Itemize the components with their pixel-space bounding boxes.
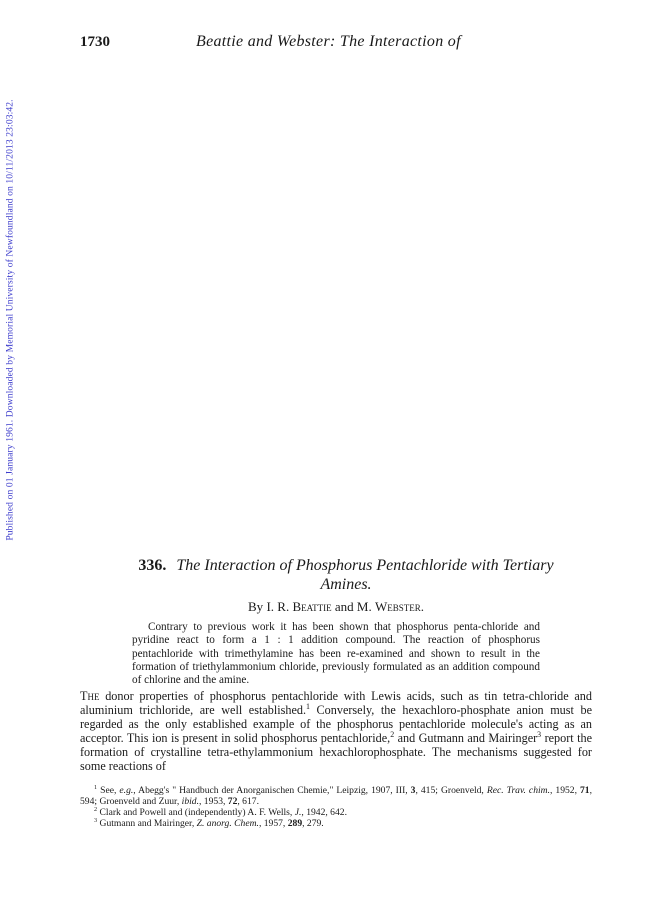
footnote-text: ibid. xyxy=(181,796,199,807)
footnote-text: J. xyxy=(294,807,302,818)
article-number: 336. xyxy=(138,557,167,574)
footnote-text: 289 xyxy=(287,818,303,829)
reference-mark-3: 3 xyxy=(537,729,542,739)
footnotes xyxy=(80,785,592,829)
footnote-2 xyxy=(80,807,592,818)
footnote-text: Clark and Powell and (independently) A. F. Wells, xyxy=(97,807,295,818)
footnote-text: , 1942, 642. xyxy=(301,807,347,818)
footnote-text: , 1957, xyxy=(258,818,288,829)
footnote-text: , 279. xyxy=(302,818,324,829)
running-head: Beattie and Webster: The Interaction of xyxy=(196,33,461,50)
footnote-text: e.g. xyxy=(119,785,134,796)
byline-by: By xyxy=(248,599,264,614)
footnote-text: , 415; Groenveld, xyxy=(415,785,487,796)
body-paragraph xyxy=(80,689,592,773)
footnote-mark: 3 xyxy=(94,816,98,824)
article-title xyxy=(106,556,586,594)
abstract: Contrary to previous work it has been shown that phosphorus penta-chloride and pyridine react to form a 1 : 1 addition compound. The reaction of phosphorus pentachloride with trimethylamine has been re-examined and shown to result in the formation of triethylammonium chloride, previously formulated as an addition compound of chlorine and the amine. xyxy=(132,621,540,687)
footnote-text: Z. anorg. Chem. xyxy=(196,818,259,829)
byline-and: and xyxy=(334,599,354,614)
download-watermark-text: Published on 01 January 1961. Downloaded by Memorial University of Newfoundland on 10/11/2013 23:03:42. xyxy=(4,99,16,541)
footnote-3 xyxy=(80,818,592,829)
title-line-1: The Interaction of Phosphorus Pentachloride with Tertiary xyxy=(176,557,554,574)
body-seg-1: donor properties of phosphorus pentachloride with Lewis acids, such as tin tetra-chloride and aluminium trichloride, are well established. xyxy=(80,689,592,717)
footnote-text: Gutmann and Mairinger, xyxy=(97,818,197,829)
footnote-text: , 594; Groenveld and Zuur, xyxy=(80,785,592,807)
reference-mark-2: 2 xyxy=(390,729,395,739)
footnote-text: 3 xyxy=(410,785,416,796)
title-line-2: Amines. xyxy=(320,576,372,593)
footnote-text: , 617. xyxy=(237,796,259,807)
footnote-text: , 1953, xyxy=(199,796,228,807)
footnote-text: 72 xyxy=(227,796,238,807)
footnote-1 xyxy=(80,785,592,807)
footnote-mark: 2 xyxy=(94,805,98,813)
footnote-text: , 1952, xyxy=(549,785,580,796)
footnote-text: See, xyxy=(97,785,120,796)
footnote-text: 71 xyxy=(580,785,590,796)
author-2-surname: Webster xyxy=(374,599,421,614)
author-1-surname: Beattie xyxy=(292,599,332,614)
footnote-mark: 1 xyxy=(94,783,98,791)
download-watermark xyxy=(0,0,20,911)
body-seg-3: and Gutmann and Mairinger xyxy=(394,731,538,745)
author-2-initials: M. xyxy=(356,599,372,614)
body-seg-4: report the formation of crystalline tetra-ethylammonium hexachlorophosphate. The mechanisms suggested for some reactions of xyxy=(80,731,592,773)
body-seg-2: Conversely, the hexachloro-phosphate anion must be regarded as the only established example of the phosphorus pentachloride molecule's acting as an acceptor. This ion is present in solid phosphorus pentachloride, xyxy=(80,703,592,745)
author-1-initials: I. R. xyxy=(266,599,290,614)
page-number: 1730 xyxy=(80,34,110,50)
lead-word: The xyxy=(80,689,100,703)
footnote-text: , Abegg's " Handbuch der Anorganischen Chemie," Leipzig, 1907, III, xyxy=(133,785,411,796)
byline-end: . xyxy=(420,599,424,614)
author-byline xyxy=(0,599,672,615)
footnote-text: Rec. Trav. chim. xyxy=(486,785,550,796)
reference-mark-1: 1 xyxy=(306,701,310,711)
